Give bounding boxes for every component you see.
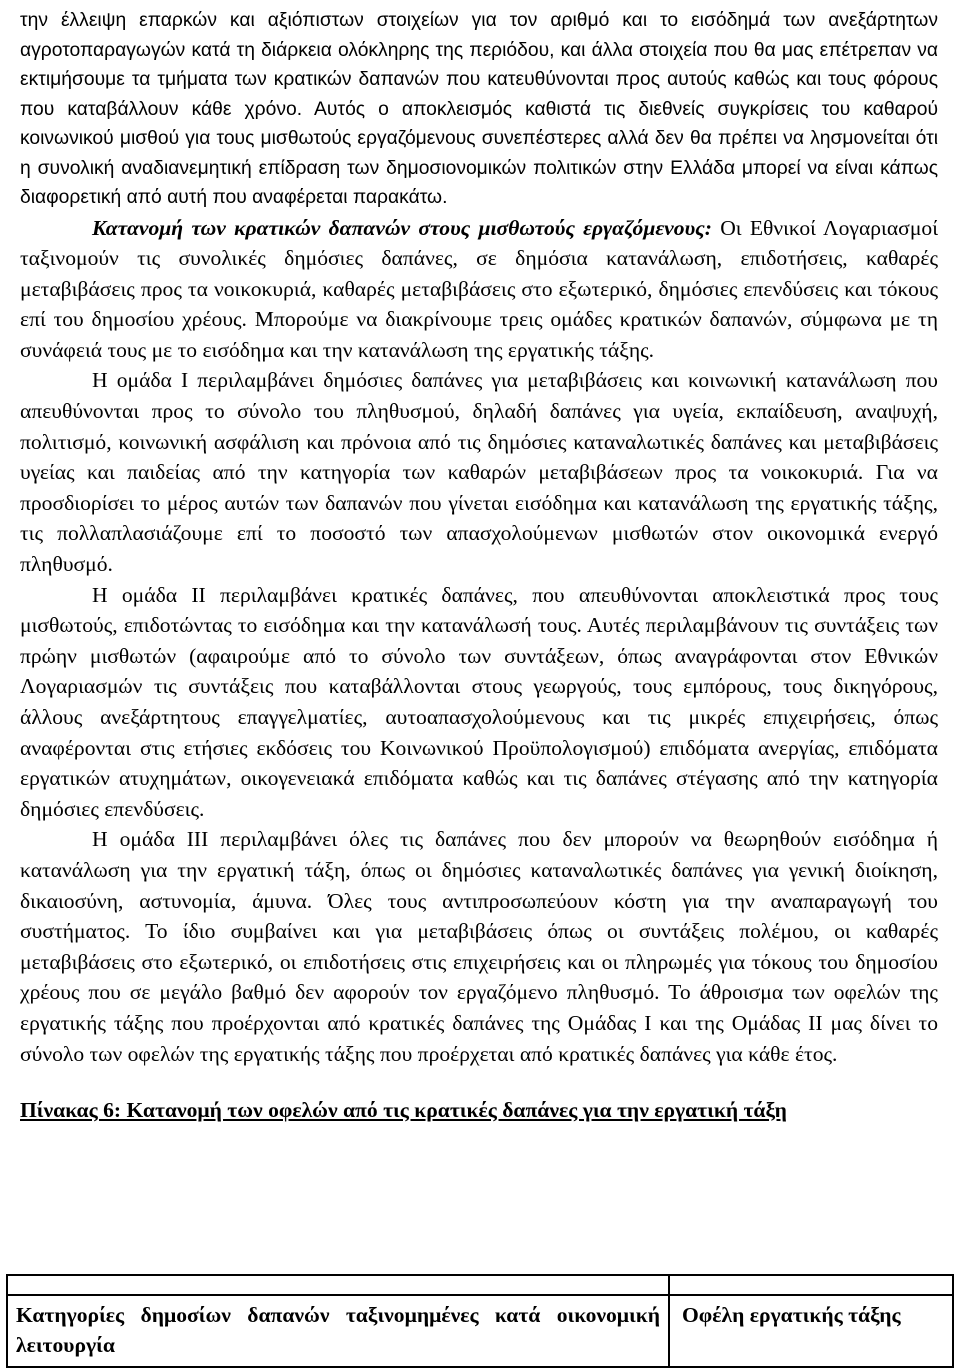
page-content [20, 0, 938, 1125]
table-spacer-cell-2 [669, 1275, 953, 1295]
body-text [20, 213, 938, 1070]
paragraph-group-3: Η ομάδα ΙΙΙ περιλαμβάνει όλες τις δαπάνες που δεν μπορούν να θεωρηθούν εισόδημα ή κατανάλωση για την εργατική τάξη, όπως οι δημόσιες καταναλωτικές δαπάνες για γενική διοίκηση, δικαιοσύνη, αστυνομία, άμυνα. Όλες τους αντιπροσωπεύουν κόστη για την αναπαραγωγή του συστήματος. Το ίδιο συμβαίνει και για μεταβιβάσεις όπως οι συντάξεις πολέμου, οι καθαρές μεταβιβάσεις στο εξωτερικό, οι επιδοτήσεις στις επιχειρήσεις και οι πληρωμές για τόκους του δημοσίου χρέους που σε μεγάλο βαθμό δεν αφορούν τον εργαζόμενο πληθυσμό. Το άθροισμα των οφελών της εργατικής τάξης που προέρχονται από κρατικές δαπάνες της Ομάδας Ι και της Ομάδας ΙΙ μας δίνει το σύνολο των οφελών της εργατικής τάξης που προέρχεται από κρατικές δαπάνες για κάθε έτος. [20, 827, 938, 1066]
section-paragraph [20, 213, 938, 366]
benefits-table [6, 1274, 954, 1368]
section-paragraph-text: Οι Εθνικοί Λογαριασμοί ταξινομούν τις συνολικές δημόσιες δαπάνες, σε δημόσια κατανάλωση, επιδοτήσεις, καθαρές μεταβιβάσεις προς τα νοικοκυριά, καθαρές μεταβιβάσεις στο εξωτερικό, δημόσιες επενδύσεις και τόκους επί του δημοσίου χρέους. Μπορούμε να διακρίνουμε τρεις ομάδες κρατικών δαπανών, σύμφωνα με τη συνάφειά τους με το εισόδημα και την κατανάλωση της εργατικής τάξης. [20, 215, 938, 362]
intro-paragraph: την έλλειψη επαρκών και αξιόπιστων στοιχείων για τον αριθμό και το εισόδημά των ανεξάρτητων αγροτοπαραγωγών κατά τη διάρκεια ολόκληρης της περιόδου, και άλλα στοιχεία που θα μας επέτρεπαν να εκτιμήσουμε τα τμήματα των κρατικών δαπανών που κατευθύνονται προς αυτούς καθώς και τους φόρους που καταβάλλουν κάθε χρόνο. Αυτός ο αποκλεισμός καθιστά τις διεθνείς συγκρίσεις του καθαρού κοινωνικού μισθού για τους μισθωτούς εργαζόμενους συνεπέστερες αλλά δεν θα πρέπει να λησμονείται ότι η συνολική αναδιανεμητική επίδραση των δημοσιονομικών πολιτικών στην Ελλάδα μπορεί να είναι κάπως διαφορετική από αυτή που αναφέρεται παρακάτω. [20, 10, 938, 208]
column-header-categories: Κατηγορίες δημοσίων δαπανών ταξινομημένες κατά οικονομική λειτουργία [7, 1295, 669, 1367]
section-heading: Κατανομή των κρατικών δαπανών στους μισθωτούς εργαζόμενους: [92, 215, 712, 240]
table-header-row [7, 1295, 953, 1367]
table-spacer-row [7, 1275, 953, 1295]
table-caption: Πίνακας 6: Κατανομή των οφελών από τις κρατικές δαπάνες για την εργατική τάξη [20, 1098, 787, 1123]
paragraph-group-2: Η ομάδα ΙΙ περιλαμβάνει κρατικές δαπάνες, που απευθύνονται αποκλειστικά προς τους μισθωτούς, επιδοτώντας το εισόδημα και την κατανάλωσή τους. Αυτές περιλαμβάνουν τις συντάξεις των πρώην μισθωτών (αφαιρούμε από το σύνολο των συντάξεων, όπως αναγράφονται στον Εθνικών Λογαριασμών τις συντάξεις που καταβάλλονται στους γεωργούς, τους εμπόρους, τους δικηγόρους, άλλους ανεξάρτητους επαγγελματίες, αυτοαπασχολούμενους και τις μικρές επιχειρήσεις, όπως αναφέρονται στις ετήσιες εκδόσεις του Κοινωνικού Προϋπολογισμού) επιδόματα ανεργίας, επιδόματα εργατικών ατυχημάτων, οικογενειακά επιδόματα καθώς και τις δαπάνες στέγασης από την κατηγορία δημόσιες επενδύσεις. [20, 582, 938, 821]
table-spacer-cell-1 [7, 1275, 669, 1295]
column-header-benefits: Οφέλη εργατικής τάξης [669, 1295, 953, 1367]
paragraph-group-1: Η ομάδα Ι περιλαμβάνει δημόσιες δαπάνες για μεταβιβάσεις και κοινωνική κατανάλωση που απευθύνονται προς το σύνολο του πληθυσμού, δηλαδή δαπάνες για υγεία, εκπαίδευση, αναψυχή, πολιτισμό, κοινωνική ασφάλιση και πρόνοια από τις δημόσιες καταναλωτικές δαπάνες και μεταβιβάσεις υγείας και παιδείας από την κατηγορία των καθαρών μεταβιβάσεων προς τα νοικοκυριά. Για να προσδιορίσει το μέρος αυτών των δαπανών που γίνεται εισόδημα και κατανάλωση της εργατικής τάξης, τις πολλαπλασιάζουμε επί το ποσοστό των απασχολούμενων μισθωτών στον οικονομικά ενεργό πληθυσμό. [20, 368, 938, 577]
